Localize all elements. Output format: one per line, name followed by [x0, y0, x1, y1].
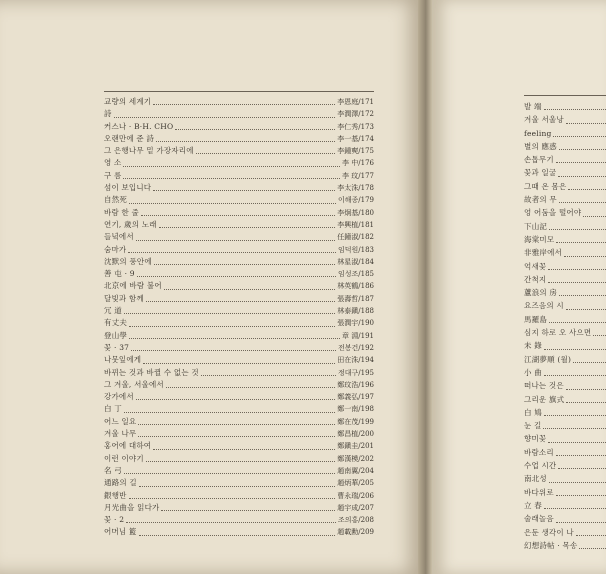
toc-entry-title: 그리운 旗式: [524, 394, 565, 404]
dot-leader: [156, 141, 335, 142]
dot-leader: [129, 326, 335, 327]
toc-entry: [104, 342, 374, 354]
toc-entry-title: 바다위로: [524, 487, 554, 497]
toc-entry-author-page: 李一基/174: [337, 134, 374, 143]
dot-leader: [131, 350, 336, 351]
toc-entry-title: 교량의 세계기: [104, 97, 152, 106]
toc-entry-title: 그때 온 몸은: [524, 181, 567, 191]
toc-entry: [524, 273, 606, 286]
dot-leader: [139, 535, 336, 536]
dot-leader: [559, 202, 606, 203]
toc-entry: [104, 121, 374, 133]
toc-entry: [104, 477, 374, 489]
dot-leader: [201, 375, 336, 376]
dot-leader: [123, 178, 340, 179]
toc-entry-title: 간척지: [524, 274, 547, 284]
dot-leader: [129, 338, 340, 339]
toc-list-left: [104, 96, 374, 539]
toc-entry-title: 연기, 歲의 노래: [104, 219, 157, 229]
toc-entry: [104, 256, 374, 268]
dot-leader: [548, 442, 606, 443]
dot-leader: [153, 104, 335, 105]
toc-entry-author-page: 이해종/179: [337, 196, 374, 205]
toc-entry-title: 강가에서: [104, 392, 134, 402]
dot-leader: [566, 309, 606, 310]
toc-entry: [524, 140, 606, 153]
dot-leader: [136, 240, 335, 241]
toc-entry-title: 심지 하로 오 사으면: [524, 328, 592, 338]
toc-entry-title: 바뀌는 것과 바뀔 수 없는 것: [104, 367, 199, 377]
toc-entry-author-page: 李鍾奭/175: [337, 147, 374, 156]
toc-entry-author-page: 鄭昌植/200: [337, 430, 374, 439]
toc-entry-author-page: 林英鶴/186: [337, 282, 374, 291]
toc-entry-author-page: 鄭義弘/197: [337, 393, 374, 402]
toc-entry-title: 향미꽃: [524, 434, 547, 444]
dot-leader: [154, 264, 336, 265]
toc-entry-author-page: 鄭一南/198: [337, 405, 374, 414]
toc-entry: [104, 379, 374, 391]
toc-entry: [104, 490, 374, 502]
toc-entry-title: 白 丁: [104, 404, 122, 414]
dot-leader: [556, 455, 606, 456]
toc-entry-author-page: 張壽哲/187: [337, 294, 374, 303]
dot-leader: [553, 136, 606, 137]
toc-entry: [524, 113, 606, 126]
toc-entry-title: 馬羅島: [524, 314, 548, 324]
toc-entry-title: 蘆浪의 房: [524, 288, 558, 298]
dot-leader: [143, 363, 335, 364]
toc-entry-title: 손톱무기: [524, 155, 554, 165]
dot-leader: [114, 117, 336, 118]
toc-entry-author-page: 李恩庭/171: [337, 98, 374, 106]
toc-entry-title: 구 름: [104, 170, 122, 180]
toc-entry-title: 江湖夢順 (월): [524, 354, 572, 364]
toc-entry: [524, 366, 606, 379]
dot-leader: [146, 461, 335, 462]
toc-entry: [104, 108, 374, 120]
toc-entry-author-page: 趙宇成/207: [337, 503, 374, 512]
toc-entry: [104, 194, 374, 206]
toc-entry: [104, 514, 374, 526]
dot-leader: [548, 282, 606, 283]
toc-entry-title: 自然死: [104, 195, 128, 205]
toc-entry-title: 홍어에 대하여: [104, 441, 152, 451]
toc-entry-title: 영 소: [104, 158, 122, 168]
toc-entry-title: 은둔 생각이 나: [524, 527, 574, 537]
toc-entry: [104, 207, 374, 219]
toc-entry-title: 발 端: [524, 102, 542, 111]
dot-leader: [141, 215, 335, 216]
toc-entry-author-page: 趙炳華/205: [337, 479, 374, 488]
toc-entry-title: 겨울 서울낭: [524, 115, 564, 125]
dot-leader: [126, 522, 336, 523]
toc-entry-title: 南北성: [524, 474, 547, 484]
toc-entry-author-page: 鄭漢模/202: [337, 454, 374, 463]
toc-entry-title: 登山學: [104, 330, 128, 340]
toc-entry: [524, 406, 606, 419]
toc-entry: [104, 145, 374, 157]
toc-entry-author-page: 李太洙/178: [337, 184, 374, 193]
dot-leader: [124, 473, 335, 474]
toc-entry-title: 억새꽃: [524, 261, 547, 271]
toc-entry-title: 海棠미모: [524, 234, 555, 244]
toc-entry: [104, 391, 374, 403]
toc-entry: [524, 526, 606, 539]
toc-entry-author-page: 趙南翼/204: [337, 466, 374, 475]
toc-entry: [104, 465, 374, 477]
toc-entry-title: 故者의 무: [524, 195, 557, 205]
dot-leader: [568, 189, 606, 190]
toc-entry: [104, 170, 374, 182]
toc-entry-title: 이런 이야기: [104, 453, 144, 463]
toc-entry: [524, 286, 606, 299]
toc-entry-title: 어느 일요: [104, 416, 137, 426]
dot-leader: [124, 313, 335, 314]
toc-entry-title: 下山記: [524, 221, 548, 231]
dot-leader: [544, 375, 606, 376]
dot-leader: [549, 482, 606, 483]
toc-entry: [104, 231, 374, 243]
toc-entry-author-page: 李興植/181: [337, 220, 374, 229]
toc-entry-title: 小 曲: [524, 367, 542, 377]
dot-leader: [556, 162, 606, 163]
toc-entry: [524, 313, 606, 326]
toc-entry-title: 그 은행나무 밑 가장자리에: [104, 146, 194, 156]
toc-entry-author-page: 조의홍/208: [337, 516, 374, 525]
toc-entry: [524, 246, 606, 259]
toc-entry: [524, 446, 606, 459]
dot-leader: [161, 510, 335, 511]
toc-entry: [104, 330, 374, 342]
toc-entry-title: 銀행반: [104, 490, 127, 500]
toc-entry-author-page: 林泰鎭/188: [337, 307, 374, 316]
top-rule-right: [524, 95, 606, 96]
toc-entry: [524, 166, 606, 179]
toc-entry: [524, 539, 606, 552]
toc-entry-author-page: 전봉건/192: [337, 343, 374, 352]
toc-entry-title: 有丈夫: [104, 318, 128, 328]
toc-entry: [524, 379, 606, 392]
toc-entry-title: feeling: [524, 128, 552, 138]
toc-entry: [104, 526, 374, 538]
dot-leader: [558, 176, 606, 177]
toc-entry: [524, 220, 606, 233]
toc-entry: [104, 268, 374, 280]
toc-entry-title: 오랜만에 준 詩: [104, 133, 155, 143]
dot-leader: [129, 203, 336, 204]
top-rule: [104, 91, 374, 92]
toc-entry-title: 白 鳩: [524, 407, 542, 417]
dot-leader: [153, 449, 335, 450]
dot-leader: [576, 535, 606, 536]
toc-entry: [524, 233, 606, 246]
toc-entry-author-page: 임덕원/183: [337, 245, 374, 254]
toc-entry-author-page: 임성조/185: [337, 270, 374, 279]
toc-entry: [104, 133, 374, 145]
dot-leader: [559, 149, 606, 150]
toc-entry: [104, 157, 374, 169]
toc-entry-title: 沈默의 풍안에: [104, 256, 152, 266]
toc-entry-title: 요즈음의 시: [524, 301, 564, 311]
toc-entry-title: 숨마가: [104, 244, 127, 254]
dot-leader: [175, 129, 335, 130]
toc-entry: [524, 419, 606, 432]
dot-leader: [543, 428, 606, 429]
toc-entry: [104, 293, 374, 305]
toc-list-right: [524, 100, 606, 552]
dot-leader: [136, 399, 335, 400]
toc-entry: [524, 339, 606, 352]
toc-entry-title: 수업 시간: [524, 461, 557, 471]
dot-leader: [159, 227, 336, 228]
toc-entry: [104, 219, 374, 231]
toc-entry-author-page: 章 淵/191: [342, 331, 374, 340]
toc-entry-title: 바람소리: [524, 447, 554, 457]
toc-entry-title: 善 屯 · 9: [104, 269, 135, 279]
dot-leader: [139, 486, 335, 487]
dot-leader: [564, 256, 606, 257]
dot-leader: [579, 548, 606, 549]
dot-leader: [549, 322, 606, 323]
dot-leader: [166, 387, 335, 388]
toc-entry-author-page: 鄭在茂/199: [337, 417, 374, 426]
toc-entry: [524, 512, 606, 525]
toc-entry: [104, 403, 374, 415]
toc-entry: [104, 96, 374, 108]
dot-leader: [593, 335, 606, 336]
toc-entry: [524, 206, 606, 219]
dot-leader: [164, 289, 335, 290]
toc-entry-title: 立 春: [524, 500, 542, 510]
dot-leader: [123, 166, 340, 167]
toc-entry-title: 들녘에서: [104, 232, 134, 242]
toc-entry-title: 어머님 籃: [104, 527, 137, 537]
toc-entry: [104, 244, 374, 256]
toc-entry: [104, 280, 374, 292]
dot-leader: [138, 424, 335, 425]
toc-entry: [524, 299, 606, 312]
toc-entry: [524, 393, 606, 406]
dot-leader: [128, 252, 336, 253]
toc-entry: [524, 180, 606, 193]
toc-entry-author-page: 趙載勳/209: [337, 528, 374, 537]
toc-entry: [524, 100, 606, 113]
dot-leader: [129, 498, 336, 499]
toc-entry-title: 꽃 · 37: [104, 342, 130, 352]
toc-entry-author-page: 李 中/176: [342, 159, 374, 168]
toc-entry: [524, 127, 606, 140]
toc-entry-author-page: 林星淑/184: [337, 257, 374, 266]
toc-entry: [524, 326, 606, 339]
toc-entry: [104, 453, 374, 465]
toc-entry-author-page: 張潤宇/190: [337, 319, 374, 328]
dot-leader: [153, 190, 335, 191]
toc-entry-title: 커스나 · B·H. CHO: [104, 121, 174, 131]
toc-entry-title: 엉 어둠을 떨어야: [524, 208, 582, 218]
toc-entry-title: 나뭇잎에게: [104, 355, 142, 365]
toc-entry: [524, 486, 606, 499]
toc-entry: [104, 354, 374, 366]
toc-entry-title: 冗 道: [104, 306, 122, 316]
dot-leader: [566, 123, 606, 124]
toc-entry-author-page: 鄭鎭圭/201: [337, 442, 374, 451]
toc-entry: [104, 428, 374, 440]
toc-entry-title: 幻想詩帖 · 목송: [524, 540, 578, 550]
dot-leader: [573, 362, 606, 363]
toc-entry-title: 通路의 길: [104, 478, 137, 488]
toc-entry: [104, 502, 374, 514]
toc-entry: [104, 440, 374, 452]
dot-leader: [146, 301, 335, 302]
dot-leader: [556, 522, 606, 523]
dot-leader: [549, 229, 606, 230]
dot-leader: [566, 402, 606, 403]
toc-entry: [524, 499, 606, 512]
dot-leader: [544, 109, 606, 110]
toc-entry-title: 겨울 나무: [104, 429, 137, 439]
toc-entry: [524, 459, 606, 472]
toc-entry-title: 詩: [104, 109, 112, 119]
toc-entry-title: 떠나는 것은: [524, 381, 564, 391]
dot-leader: [138, 436, 335, 437]
toc-entry-author-page: 鄭玟浩/196: [337, 380, 374, 389]
toc-entry-title: 꽃 · 2: [104, 515, 125, 525]
toc-entry-title: 별의 應惑: [524, 141, 557, 151]
dot-leader: [556, 495, 606, 496]
dot-leader: [558, 468, 606, 469]
toc-entry-title: 非雅岸에서: [524, 248, 562, 258]
toc-entry-author-page: 任鐘淑/182: [337, 233, 374, 242]
toc-entry-title: 섬이 보입니다: [104, 183, 152, 193]
toc-entry: [104, 317, 374, 329]
toc-entry-author-page: 田在洙/194: [337, 356, 374, 365]
dot-leader: [548, 269, 606, 270]
toc-entry-title: 未 錄: [524, 341, 542, 351]
dot-leader: [137, 276, 336, 277]
toc-entry-title: 술래놀음: [524, 514, 554, 524]
toc-entry-author-page: 李潤澤/172: [337, 110, 374, 119]
toc-entry: [524, 153, 606, 166]
toc-entry-author-page: 李仁秀/173: [337, 122, 374, 131]
dot-leader: [556, 242, 606, 243]
toc-entry: [524, 260, 606, 273]
toc-entry: [104, 305, 374, 317]
dot-leader: [196, 153, 336, 154]
toc-entry-author-page: 曹永瑞/206: [337, 491, 374, 500]
toc-entry-title: 北京에 바람 불어: [104, 281, 162, 291]
toc-entry-title: 그 겨울, 서울에서: [104, 379, 164, 389]
toc-entry: [104, 182, 374, 194]
dot-leader: [583, 216, 606, 217]
toc-entry: [524, 353, 606, 366]
dot-leader: [124, 412, 335, 413]
toc-entry: [104, 367, 374, 379]
dot-leader: [566, 389, 606, 390]
toc-entry-title: 月光曲을 읽다가: [104, 502, 160, 512]
toc-entry-author-page: 李 玟/177: [342, 171, 374, 180]
toc-entry: [524, 193, 606, 206]
toc-entry: [524, 472, 606, 485]
toc-entry: [104, 416, 374, 428]
dot-leader: [559, 295, 606, 296]
toc-entry-title: 달빛과 함께: [104, 293, 144, 303]
toc-entry-title: 名 弓: [104, 465, 122, 475]
toc-entry-title: 바람 한 줄: [104, 207, 139, 217]
toc-entry-title: 꽃과 일굴: [524, 168, 557, 178]
toc-entry-author-page: 정대구/195: [337, 368, 374, 377]
toc-entry-author-page: 李炯基/180: [337, 208, 374, 217]
toc-entry: [524, 432, 606, 445]
toc-entry-title: 눈 길: [524, 421, 542, 431]
book-gutter: [418, 0, 432, 574]
dot-leader: [544, 508, 606, 509]
dot-leader: [544, 349, 606, 350]
dot-leader: [544, 415, 606, 416]
